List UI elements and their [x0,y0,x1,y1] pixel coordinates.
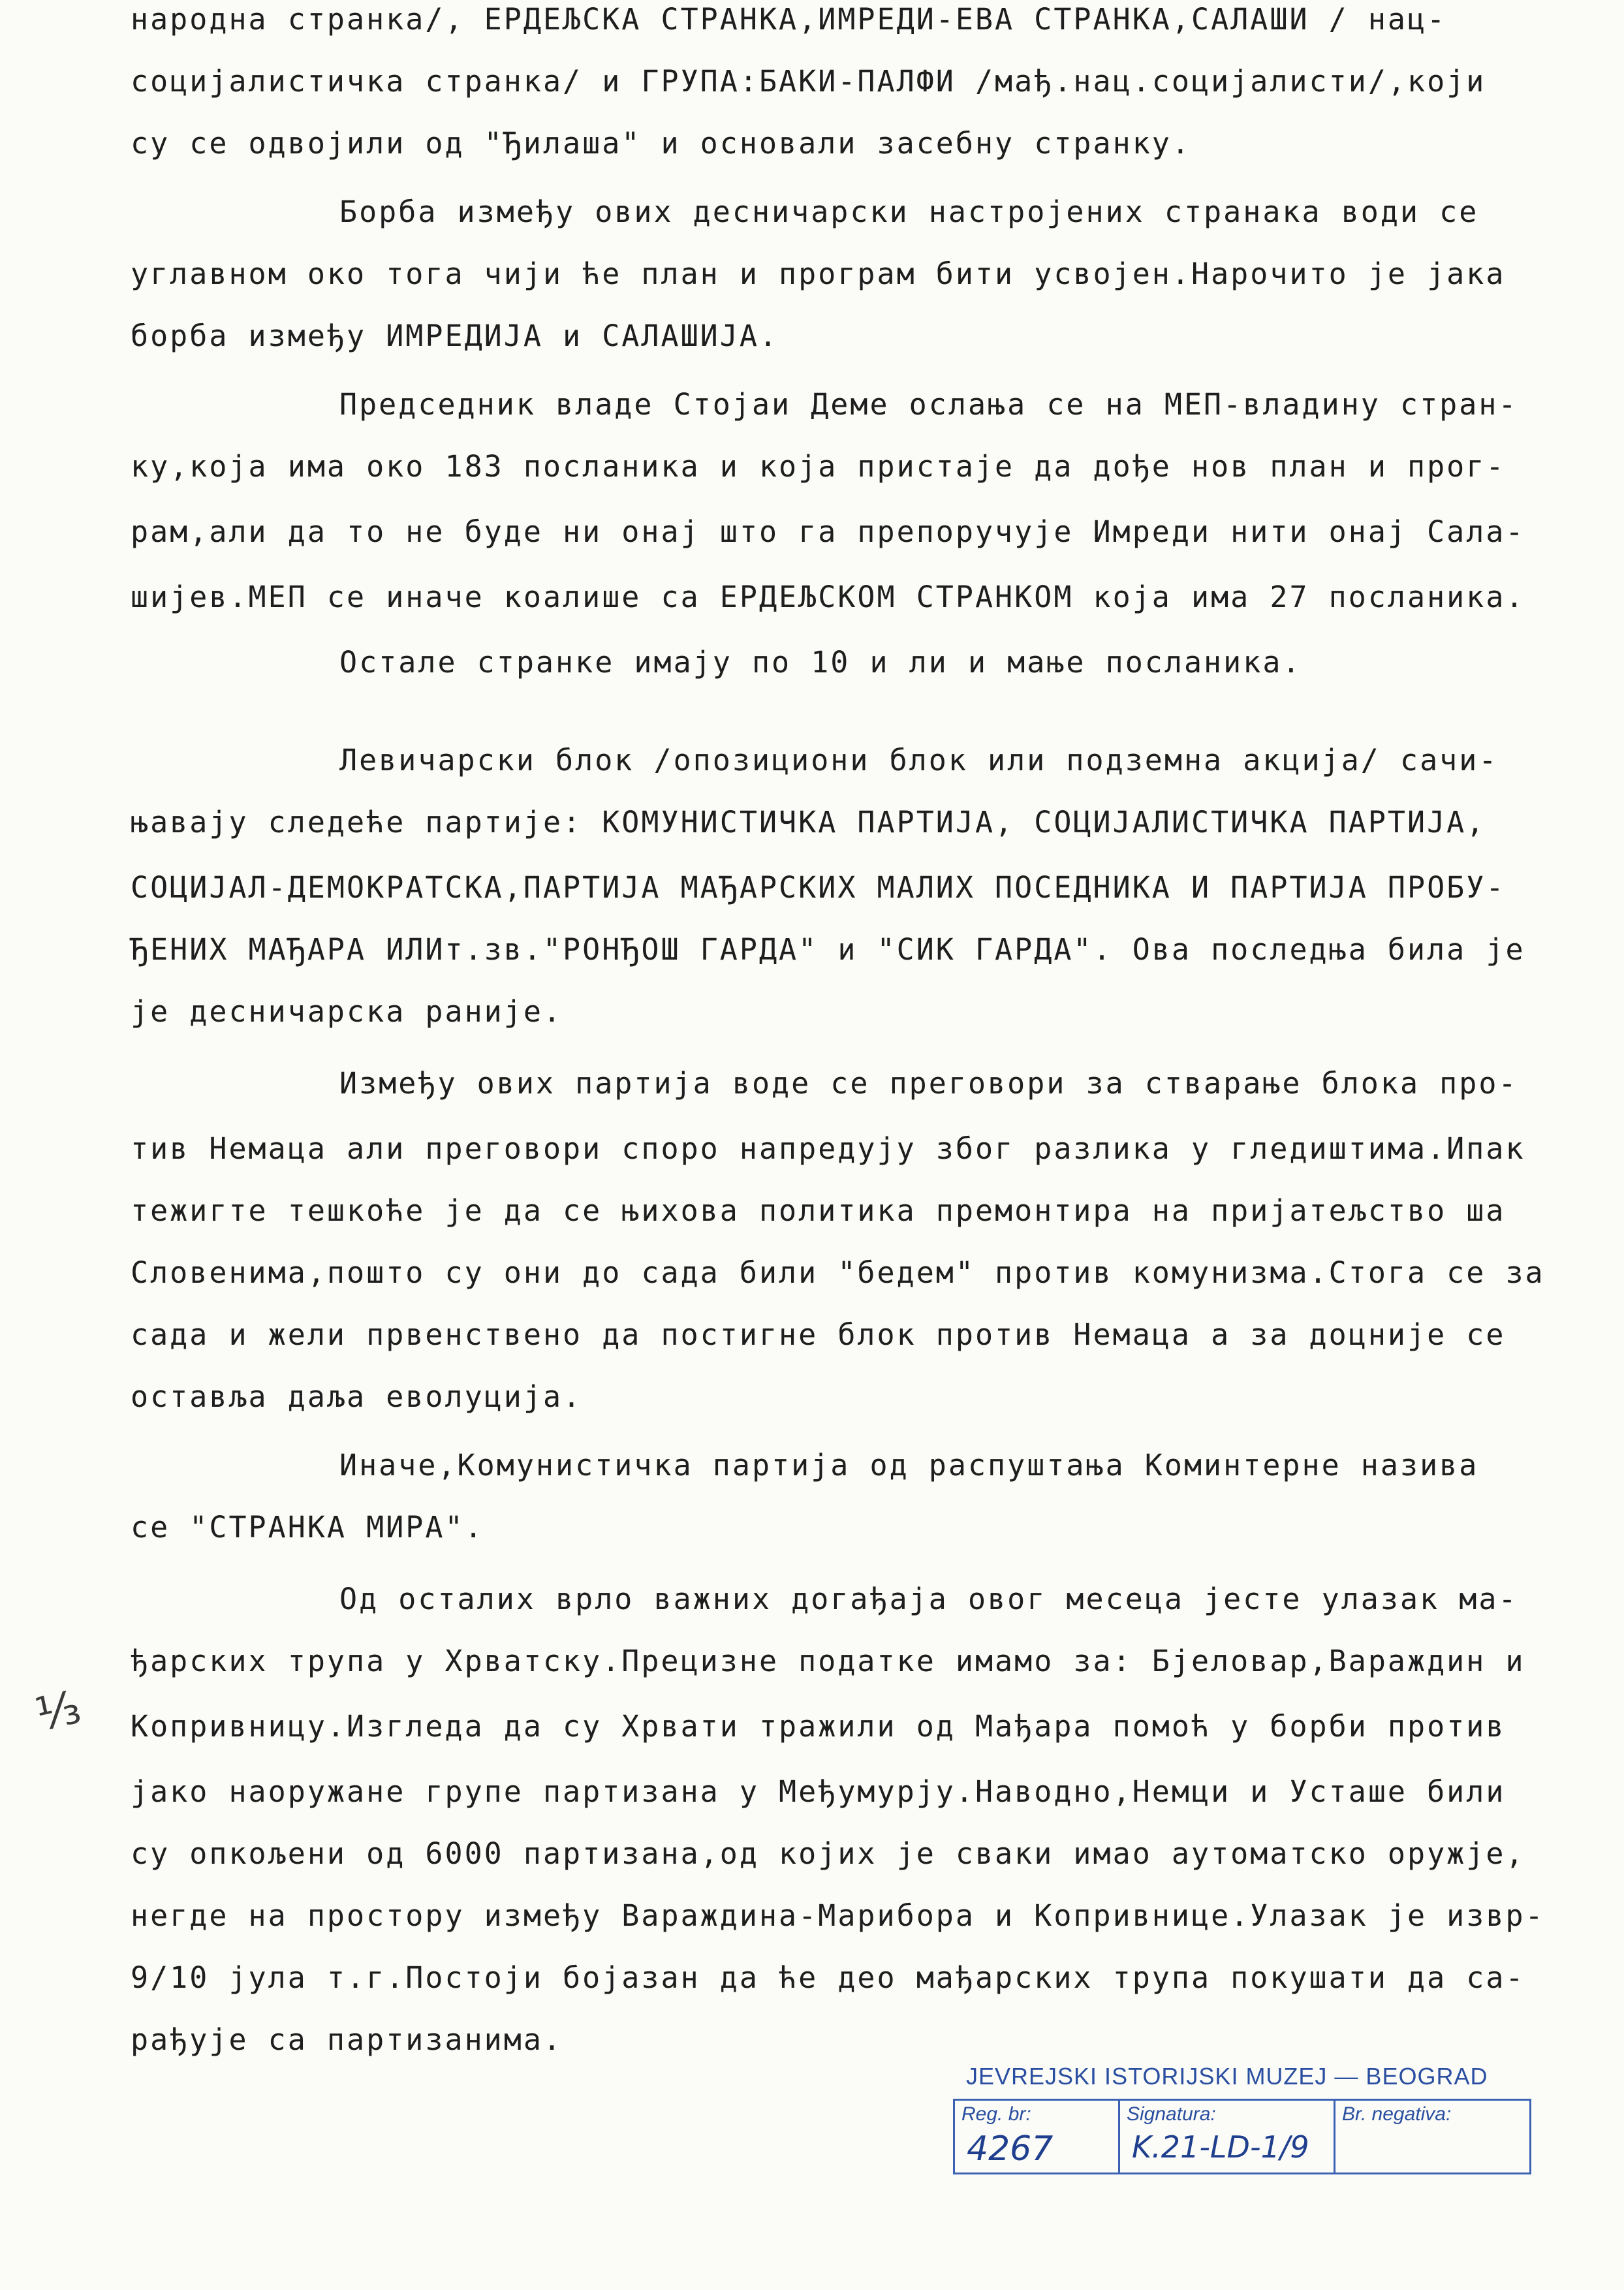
text-line-32: рађује са партизанима. [131,2022,563,2057]
stamp-negativ-cell [1334,2101,1531,2172]
stamp-reg-label: Reg. br: [961,2103,1031,2125]
text-line-8: ку,која има око 183 посланика и која пристаје да дође нов план и прог- [131,449,1506,484]
stamp-signatura-value: K.21-LD-1/9 [1132,2129,1309,2165]
text-line-22: оставља даља еволуција. [131,1379,583,1414]
text-line-6: борба између ИМРЕДИЈА и САЛАШИЈА. [131,319,779,353]
text-line-31: 9/10 јула т.г.Постоји бојазан да ће део мађарских трупа покушати да са- [131,1960,1525,1995]
stamp-signatura-label: Signatura: [1127,2103,1216,2125]
text-line-14: СОЦИЈАЛ-ДЕМОКРАТСКА,ПАРТИЈА МАЂАРСКИХ МАЛИХ ПОСЕДНИКА И ПАРТИЈА ПРОБУ- [131,870,1506,905]
text-line-1: народна странка/, ЕРДЕЉСКА СТРАНКА,ИМРЕДИ-ЕВА СТРАНКА,САЛАШИ / нац- [131,2,1447,37]
stamp-box [953,2099,1531,2174]
text-line-23: Иначе,Комунистичка партија од распуштања Коминтерне назива [339,1448,1479,1482]
text-line-2: социјалистичка странка/ и ГРУПА:БАКИ-ПАЛФИ /мађ.нац.социјалисти/,који [131,64,1486,99]
text-line-10: шијев.МЕП се иначе коалише са ЕРДЕЉСКОМ СТРАНКОМ која има 27 посланика. [131,580,1525,614]
stamp-reg-cell [955,2101,1118,2172]
text-line-18: тив Немаца али преговори споро напредују због разлика у гледиштима.Ипак [131,1131,1525,1166]
text-line-12: Левичарски блок /опозициони блок или подземна акција/ сачи- [339,743,1499,777]
text-line-15: ЂЕНИХ МАЂАРА ИЛИт.зв."РОНЂОШ ГАРДА" и "СИК ГАРДА". Ова последња била је [131,932,1525,967]
text-line-16: је десничарска раније. [131,994,563,1029]
text-line-17: Између ових партија воде се преговори за стварање блока про- [339,1066,1518,1101]
text-line-11: Остале странке имају по 10 и ли и мање посланика. [339,645,1302,680]
text-line-5: углавном око тога чији ће план и програм бити усвојен.Нарочито је јака [131,257,1506,291]
stamp-title: JEVREJSKI ISTORIJSKI MUZEJ — BEOGRAD [966,2063,1488,2090]
text-line-29: су опкољени од 6000 партизана,од којих је сваки имао аутоматско оружје, [131,1836,1525,1871]
stamp-negativ-label: Br. negativa: [1342,2103,1452,2125]
text-line-24: се "СТРАНКА МИРА". [131,1510,484,1545]
text-line-30: негде на простору између Вараждина-Марибора и Копривнице.Улазак је извр- [131,1898,1545,1933]
stamp-signatura-cell [1118,2101,1335,2172]
text-line-25: Од осталих врло важних догађаја овог месеца јесте улазак ма- [339,1582,1518,1616]
museum-stamp [940,2063,1540,2187]
text-line-27: Копривницу.Изгледа да су Хрвати тражили од Мађара помоћ у борби против [131,1709,1506,1744]
text-line-28: јако наоружане групе партизана у Међумурју.Наводно,Немци и Усташе били [131,1774,1506,1809]
text-line-21: сада и жели првенствено да постигне блок против Немаца а за доцније се [131,1317,1506,1352]
text-line-9: рам,али да то не буде ни онај што га препоручује Имреди нити онај Сала- [131,514,1525,549]
text-line-13: њавају следеће партије: КОМУНИСТИЧКА ПАРТИЈА, СОЦИЈАЛИСТИЧКА ПАРТИЈА, [131,805,1486,839]
text-line-26: ђарских трупа у Хрватску.Прецизне податке имамо за: Бјеловар,Вараждин и [131,1644,1525,1678]
text-line-7: Председник владе Стојаи Деме ослања се на МЕП-владину стран- [339,387,1518,422]
stamp-reg-value: 4267 [967,2129,1054,2169]
text-line-20: Словенима,пошто су они до сада били "бедем" против комунизма.Стога се за [131,1255,1545,1290]
text-line-4: Борба између ових десничарски настројених странака води се [339,195,1479,229]
margin-handwritten-mark: ⅓ [31,1680,86,1742]
text-line-19: тежигте тешкоће је да се њихова политика премонтира на пријатељство ша [131,1193,1506,1228]
text-line-3: су се одвојили од "Ђилаша" и основали засебну странку. [131,126,1191,161]
